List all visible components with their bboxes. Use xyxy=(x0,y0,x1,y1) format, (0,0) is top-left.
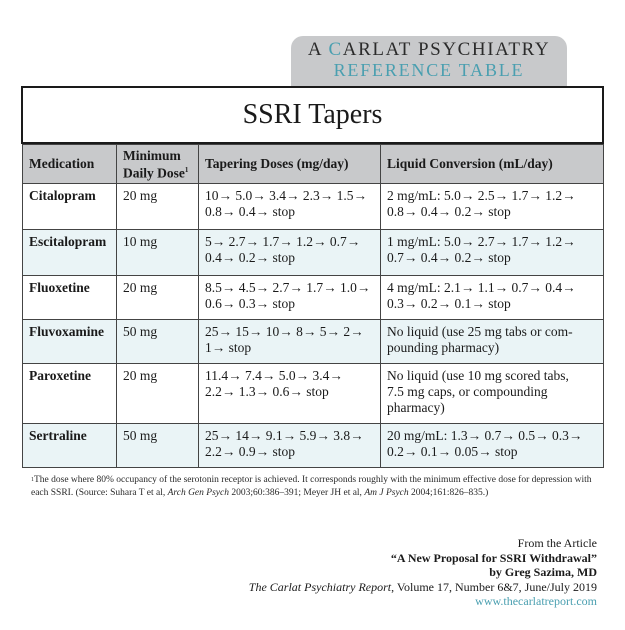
cell-liquid xyxy=(381,230,604,276)
cell-tapering xyxy=(199,364,381,424)
tapering-line: 0.4→ 0.2→ stop xyxy=(205,250,296,265)
footnote-journal: Am J Psych xyxy=(364,488,409,498)
liquid-line: 0.2→ 0.1→ 0.05→ stop xyxy=(387,444,518,459)
attribution-from: From the Article xyxy=(517,536,597,550)
header-min-dose-line1: Minimum xyxy=(123,148,181,164)
ssri-taper-table xyxy=(22,144,604,468)
footnote xyxy=(31,474,597,500)
cell-min-dose: 20 mg xyxy=(117,276,199,320)
cell-medication: Citalopram xyxy=(23,184,117,230)
tapering-line: 2.2→ 1.3→ 0.6→ stop xyxy=(205,384,329,399)
publication-line xyxy=(249,580,597,595)
tapering-line: 8.5→ 4.5→ 2.7→ 1.7→ 1.0→ xyxy=(205,280,371,295)
cell-medication: Fluoxetine xyxy=(23,276,117,320)
website-link[interactable]: www.thecarlatreport.com xyxy=(475,594,597,608)
footnote-marker: 1 xyxy=(184,166,189,175)
reference-table-label: REFERENCE TABLE xyxy=(333,60,525,80)
liquid-line: 20 mg/mL: 1.3→ 0.7→ 0.5→ 0.3→ xyxy=(387,428,583,443)
tapering-line: 10→ 5.0→ 3.4→ 2.3→ 1.5→ xyxy=(205,188,367,203)
cell-medication: Escitalopram xyxy=(23,230,117,276)
cell-tapering xyxy=(199,230,381,276)
cell-min-dose: 10 mg xyxy=(117,230,199,276)
tapering-line: 11.4→ 7.4→ 5.0→ 3.4→ xyxy=(205,368,343,383)
article-title: “A New Proposal for SSRI Withdrawal” xyxy=(390,550,597,565)
tapering-line: 0.8→ 0.4→ stop xyxy=(205,204,296,219)
cell-medication: Sertraline xyxy=(23,424,117,468)
reference-table-tab xyxy=(291,36,567,86)
cell-liquid xyxy=(381,276,604,320)
tapering-line: 1→ stop xyxy=(205,340,252,355)
issue-info: , Volume 17, Number 6&7, June/July 2019 xyxy=(391,579,597,594)
liquid-line: 0.8→ 0.4→ 0.2→ stop xyxy=(387,204,511,219)
liquid-line: pharmacy) xyxy=(387,400,445,415)
page-title: SSRI Tapers xyxy=(242,99,383,130)
cell-liquid xyxy=(381,320,604,364)
article-attribution xyxy=(249,536,597,609)
header-liquid: Liquid Conversion (mL/day) xyxy=(381,145,604,184)
tapering-line: 5→ 2.7→ 1.7→ 1.2→ 0.7→ xyxy=(205,234,361,249)
tapering-line: 25→ 15→ 10→ 8→ 5→ 2→ xyxy=(205,324,364,339)
cell-tapering xyxy=(199,424,381,468)
liquid-line: 1 mg/mL: 5.0→ 2.7→ 1.7→ 1.2→ xyxy=(387,234,576,249)
brand-line xyxy=(291,39,567,61)
footnote-text: 2004;161:826–835.) xyxy=(408,488,489,498)
brand-prefix: A xyxy=(307,39,329,60)
brand-name: ARLAT PSYCHIATRY xyxy=(342,39,551,60)
footnote-text: 2003;60:386–391; Meyer JH et al, xyxy=(228,488,365,498)
cell-medication: Paroxetine xyxy=(23,364,117,424)
cell-liquid xyxy=(381,364,604,424)
footnote-journal: Arch Gen Psych xyxy=(167,488,229,498)
table-row-sertraline xyxy=(23,424,604,468)
liquid-line: 0.7→ 0.4→ 0.2→ stop xyxy=(387,250,511,265)
article-author: by Greg Sazima, MD xyxy=(489,565,597,579)
cell-min-dose: 50 mg xyxy=(117,424,199,468)
tapering-line: 0.6→ 0.3→ stop xyxy=(205,296,296,311)
footnote-mark: 1 xyxy=(31,477,34,483)
liquid-line: 4 mg/mL: 2.1→ 1.1→ 0.7→ 0.4→ xyxy=(387,280,576,295)
header-tapering: Tapering Doses (mg/day) xyxy=(199,145,381,184)
title-box xyxy=(21,86,604,144)
cell-liquid xyxy=(381,424,604,468)
cell-min-dose: 20 mg xyxy=(117,364,199,424)
liquid-line: No liquid (use 10 mg scored tabs, xyxy=(387,368,569,383)
table-row-paroxetine xyxy=(23,364,604,424)
cell-min-dose: 50 mg xyxy=(117,320,199,364)
cell-min-dose: 20 mg xyxy=(117,184,199,230)
footnote-text: The dose where 80% occupancy of the serotonin receptor is achieved. It corresponds roughly with the minimum effective dose for depression with each SSRI. (Source: Suhara T et al, xyxy=(31,475,592,498)
header-medication: Medication xyxy=(23,145,117,184)
table-row-fluvoxamine xyxy=(23,320,604,364)
cell-liquid xyxy=(381,184,604,230)
liquid-line: pounding pharmacy) xyxy=(387,340,500,355)
table-header-row xyxy=(23,145,604,184)
table-row-escitalopram xyxy=(23,230,604,276)
cell-tapering xyxy=(199,276,381,320)
cell-medication: Fluvoxamine xyxy=(23,320,117,364)
tapering-line: 2.2→ 0.9→ stop xyxy=(205,444,296,459)
cell-tapering xyxy=(199,184,381,230)
liquid-line: 0.3→ 0.2→ 0.1→ stop xyxy=(387,296,511,311)
liquid-line: 7.5 mg caps, or compounding xyxy=(387,384,548,399)
table-row-fluoxetine xyxy=(23,276,604,320)
liquid-line: No liquid (use 25 mg tabs or com- xyxy=(387,324,573,339)
journal-name: The Carlat Psychiatry Report xyxy=(248,579,392,594)
tapering-line: 25→ 14→ 9.1→ 5.9→ 3.8→ xyxy=(205,428,364,443)
table-row-citalopram xyxy=(23,184,604,230)
cell-tapering xyxy=(199,320,381,364)
header-min-dose-line2: Daily Dose xyxy=(123,165,185,181)
header-min-dose xyxy=(117,145,199,184)
brand-accent-letter: C xyxy=(328,39,343,60)
liquid-line: 2 mg/mL: 5.0→ 2.5→ 1.7→ 1.2→ xyxy=(387,188,576,203)
